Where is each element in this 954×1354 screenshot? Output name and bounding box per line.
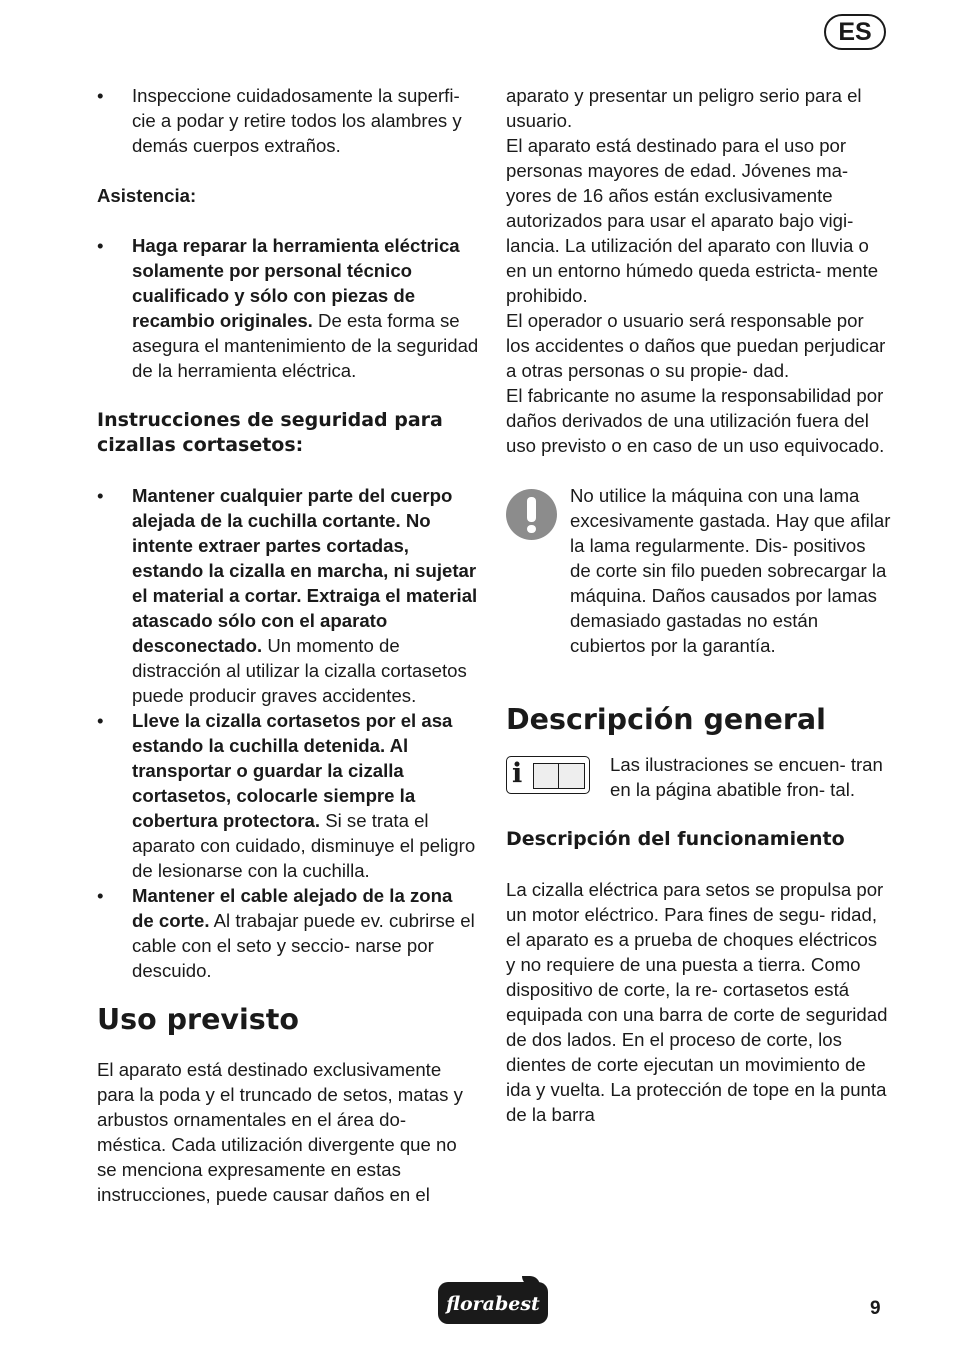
list-item	[97, 708, 479, 883]
bullet-text: Inspeccione cuidadosamente la superfi- cie a podar y retire todos los alambres y demás cuerpos extraños.	[132, 85, 462, 156]
list-item	[97, 883, 479, 983]
page-number: 9	[870, 1298, 881, 1319]
warning-note	[506, 483, 891, 658]
section-heading: Instrucciones de seguridad para cizallas cortasetos:	[97, 409, 443, 456]
language-badge: ES	[824, 14, 886, 50]
bullet-dot: •	[97, 235, 104, 256]
bullet-dot: •	[97, 85, 104, 106]
bullet-text: Haga reparar la herramienta eléctrica solamente por personal técnico cualificado y sólo con piezas de recambio originales. De esta forma se asegura el mantenimiento de la seguridad de la herramienta eléctrica.	[132, 235, 479, 381]
right-column	[506, 83, 891, 1127]
warning-exclamation-icon	[506, 489, 557, 540]
uso-previsto-heading: Uso previsto	[97, 1003, 299, 1036]
asistencia-heading: Asistencia:	[97, 185, 197, 206]
info-note	[506, 752, 891, 802]
left-column	[97, 83, 479, 1207]
descripcion-general-heading: Descripción general	[506, 703, 826, 736]
section-heading: Descripción del funcionamiento	[506, 828, 845, 850]
uso-previsto-text: El aparato está destinado exclusivamente para la poda y el truncado de setos, matas y arbustos ornamentales en el área do- méstica. Cada utilización divergente que no se menciona expresamente en estas instrucciones, puede causar daños en el	[97, 1059, 463, 1205]
info-text: Las ilustraciones se encuen- tran en la página abatible fron- tal.	[610, 754, 883, 800]
bullet-dot: •	[97, 485, 104, 506]
warning-text: No utilice la máquina con una lama excesivamente gastada. Hay que afilar la lama regularmente. Dis- positivos de corte sin filo pueden sobrecargar la máquina. Daños causados por lamas demasiado gastadas no están cubiertos por la garantía.	[570, 485, 891, 656]
paragraph: El aparato está destinado para el uso por personas mayores de edad. Jóvenes ma- yores de 16 años están exclusivamente autorizados para usar el aparato bajo vigi- lancia. La utilización del aparato con lluvia o en un entorno húmedo queda estricta- mente prohibido.	[506, 135, 879, 306]
list-item	[97, 83, 479, 158]
bullet-text: Lleve la cizalla cortasetos por el asa estando la cuchilla detenida. Al transportar o guardar la cizalla cortasetos, colocarle siempre la cobertura protectora. Si se trata el aparato con cuidado, disminuye el peligro de lesionarse con la cuchilla.	[132, 710, 476, 881]
bullet-text: Mantener cualquier parte del cuerpo alejada de la cuchilla cortante. No intente extraer partes cortadas, estando la cizalla en marcha, ni sujetar el material a cortar. Extraiga el material atascado sólo con el aparato desconectado. Un momento de distracción al utilizar la cizalla cortasetos puede producir graves accidentes.	[132, 485, 478, 706]
bullet-text: Mantener el cable alejado de la zona de corte. Al trabajar puede ev. cubrirse el cable con el seto y seccio- narse por descuido.	[132, 885, 475, 981]
bullet-dot: •	[97, 710, 104, 731]
info-book-icon: i	[506, 756, 590, 794]
funcionamiento-text: La cizalla eléctrica para setos se propulsa por un motor eléctrico. Para fines de segu- ridad, el aparato es a prueba de choques eléctricos y no requiere de una puesta a tierra. Como dispositivo de corte, la re- cortasetos está equipada con una barra de corte de seguridad de dos lados. En el proceso de corte, los dientes de corte ejecutan un movimiento de ida y vuelta. La protección de tope en la punta de la barra	[506, 879, 888, 1125]
paragraph: aparato y presentar un peligro serio para el usuario.	[506, 85, 862, 131]
list-item	[97, 483, 479, 708]
bullet-dot: •	[97, 885, 104, 906]
florabest-logo: florabest	[438, 1282, 548, 1324]
paragraph: El operador o usuario será responsable por los accidentes o daños que puedan perjudicar a otras personas o su propie- dad.	[506, 310, 886, 381]
paragraph: El fabricante no asume la responsabilidad por daños derivados de una utilización fuera del uso previsto o en caso de un uso equivocado.	[506, 385, 885, 456]
list-item	[97, 233, 479, 383]
